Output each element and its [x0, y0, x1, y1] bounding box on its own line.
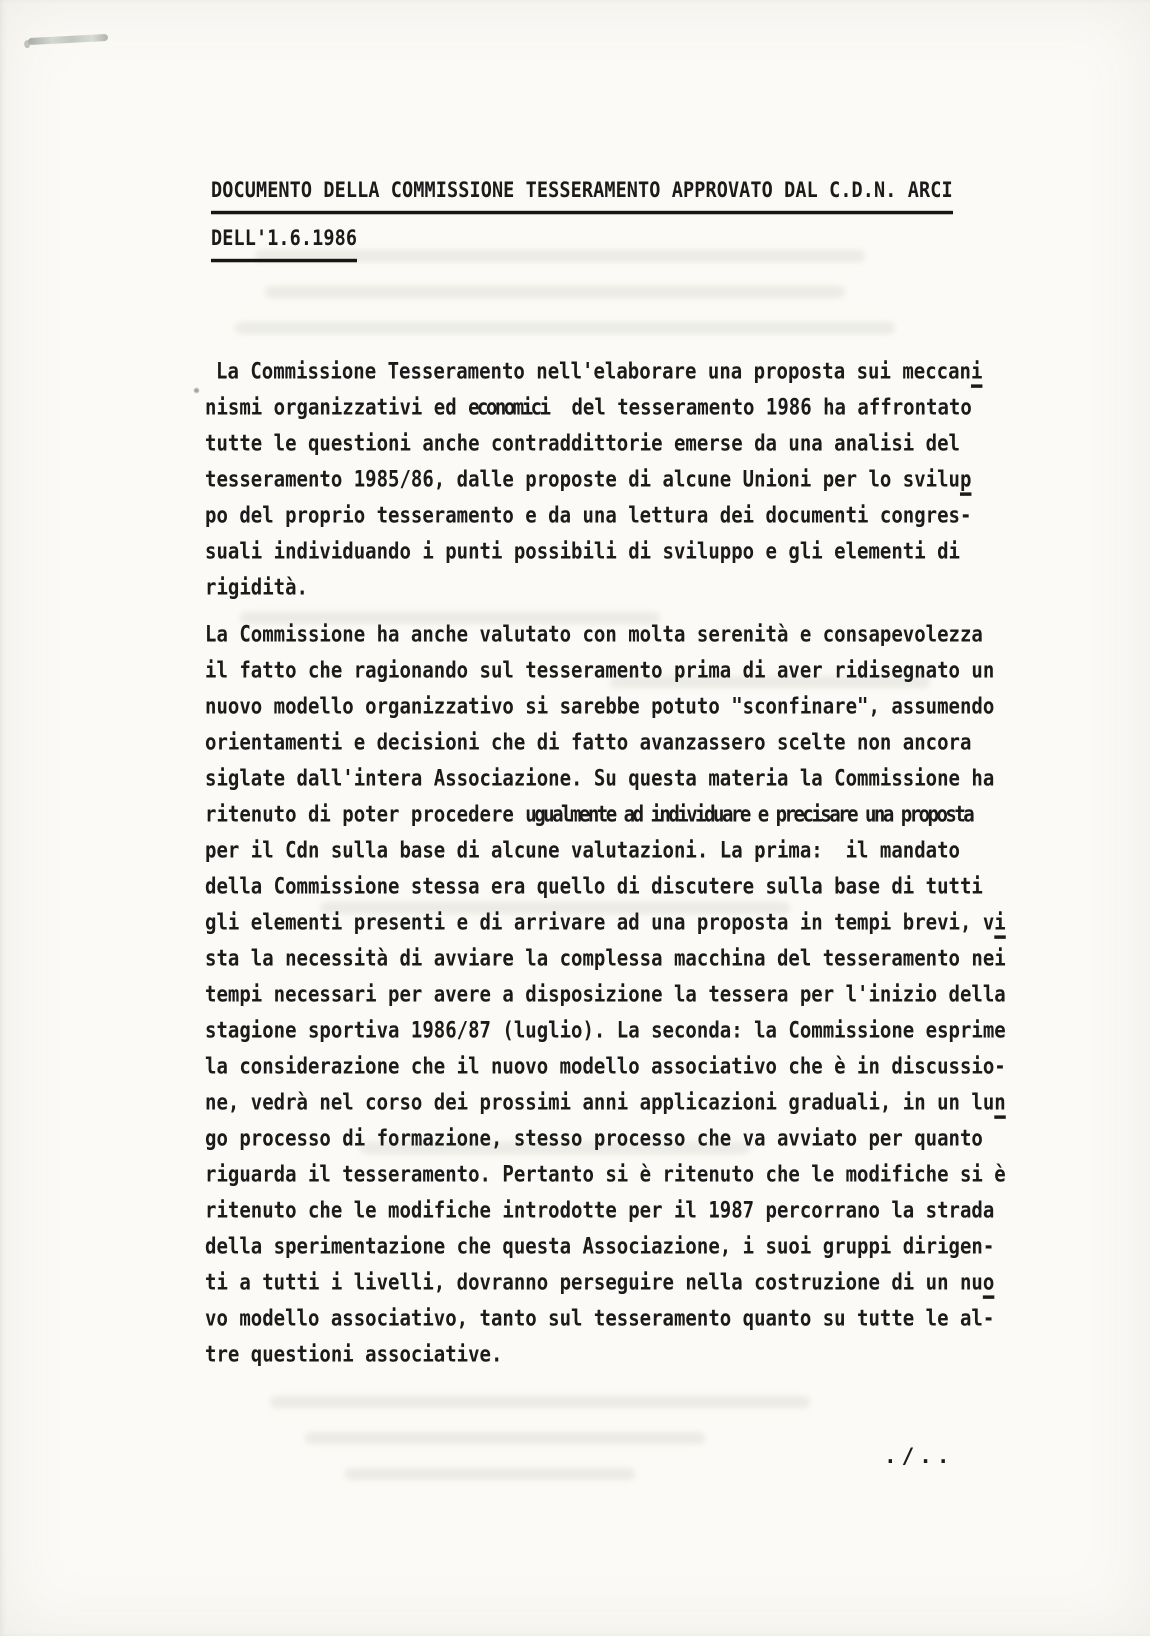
bleed-through-artifact — [345, 1468, 635, 1480]
text-segment: della Commissione stessa era quello di discutere sulla base di tutti — [205, 874, 983, 900]
text-segment: stagione sportiva 1986/87 (luglio). La seconda: la Commissione esprime — [205, 1018, 1006, 1044]
text-segment: gli elementi presenti e di arrivare ad una proposta in tempi brevi, v — [205, 910, 995, 936]
text-segment: go processo di formazione, stesso processo che va avviato per quanto — [205, 1126, 983, 1152]
text-segment: del tesseramento 1986 ha affrontato — [548, 395, 972, 421]
paragraph — [205, 354, 1045, 606]
document-title — [211, 176, 953, 272]
text-segment: della sperimentazione che questa Associazione, i suoi gruppi dirigen- — [205, 1234, 995, 1260]
text-segment: il fatto che ragionando sul tesseramento prima di aver ridisegnato un — [205, 658, 995, 684]
bleed-through-artifact — [235, 322, 895, 334]
text-segment: per il Cdn sulla base di alcune valutazioni. La prima: il mandato — [205, 838, 960, 864]
text-segment: sta la necessità di avviare la complessa macchina del tesseramento nei — [205, 946, 1006, 972]
text-segment: orientamenti e decisioni che di fatto avanzassero scelte non ancora — [205, 730, 972, 756]
underlined-continuation-letter: n — [994, 1090, 1006, 1116]
bleed-through-artifact — [265, 286, 845, 298]
paragraph — [205, 617, 1045, 1373]
stray-ink-dot — [194, 388, 199, 393]
text-segment: ne, vedrà nel corso dei prossimi anni applicazioni graduali, in un lu — [205, 1090, 995, 1116]
text-segment: ti a tutti i livelli, dovranno perseguire nella costruzione di un nu — [205, 1270, 983, 1296]
title-row-1 — [211, 176, 953, 209]
text-line — [205, 567, 1045, 608]
text-segment: vo modello associativo, tanto sul tesseramento quanto su tutte le al- — [205, 1306, 995, 1332]
underlined-continuation-letter: p — [959, 467, 972, 493]
text-segment: tutte le questioni anche contraddittorie emerse da una analisi del — [205, 431, 960, 457]
condensed-correction-text: ugualmente ad individuare e precisare una proposta — [525, 802, 973, 828]
text-segment: riguarda il tesseramento. Pertanto si è ritenuto che le modifiche si è — [205, 1162, 1006, 1188]
text-segment: rigidità. — [205, 575, 308, 601]
underlined-continuation-letter: o — [982, 1270, 995, 1296]
text-segment: nismi organizzativi ed — [205, 395, 469, 421]
underlined-continuation-letter: i — [970, 359, 983, 385]
underlined-continuation-letter: i — [994, 910, 1006, 936]
staple-mark — [28, 34, 108, 45]
text-segment: suali individuando i punti possibili di sviluppo e gli elementi di — [205, 539, 960, 565]
title-line-1: DOCUMENTO DELLA COMMISSIONE TESSERAMENTO APPROVATO DAL C.D.N. ARCI — [211, 176, 953, 214]
text-segment: La Commissione ha anche valutato con molta serenità e consapevolezza — [205, 622, 983, 648]
title-row-2 — [211, 224, 953, 257]
text-segment: siglate dall'intera Associazione. Su questa materia la Commissione ha — [205, 766, 995, 792]
continuation-mark: ./.. — [884, 1444, 955, 1468]
text-segment: La Commissione Tesseramento nell'elaborare una proposta sui meccan — [216, 359, 971, 385]
bleed-through-artifact — [270, 1396, 810, 1408]
text-segment: po del proprio tesseramento e da una lettura dei documenti congres- — [205, 503, 972, 529]
text-segment: tesseramento 1985/86, dalle proposte di alcune Unioni per lo svilu — [205, 467, 960, 493]
text-segment: tempi necessari per avere a disposizione la tessera per l'inizio della — [205, 982, 1006, 1008]
text-segment: nuovo modello organizzativo si sarebbe potuto "sconfinare", assumendo — [205, 694, 995, 720]
document-body — [205, 354, 1045, 1384]
text-segment: ritenuto che le modifiche introdotte per il 1987 percorrano la strada — [205, 1198, 995, 1224]
text-segment: la considerazione che il nuovo modello associativo che è in discussio- — [205, 1054, 1006, 1080]
text-line — [205, 1334, 1045, 1375]
bleed-through-artifact — [305, 1432, 705, 1444]
title-line-2: DELL'1.6.1986 — [211, 224, 357, 262]
condensed-correction-text: economici — [468, 395, 549, 421]
text-segment: ritenuto di poter procedere — [205, 802, 526, 828]
text-segment: tre questioni associative. — [205, 1342, 503, 1368]
